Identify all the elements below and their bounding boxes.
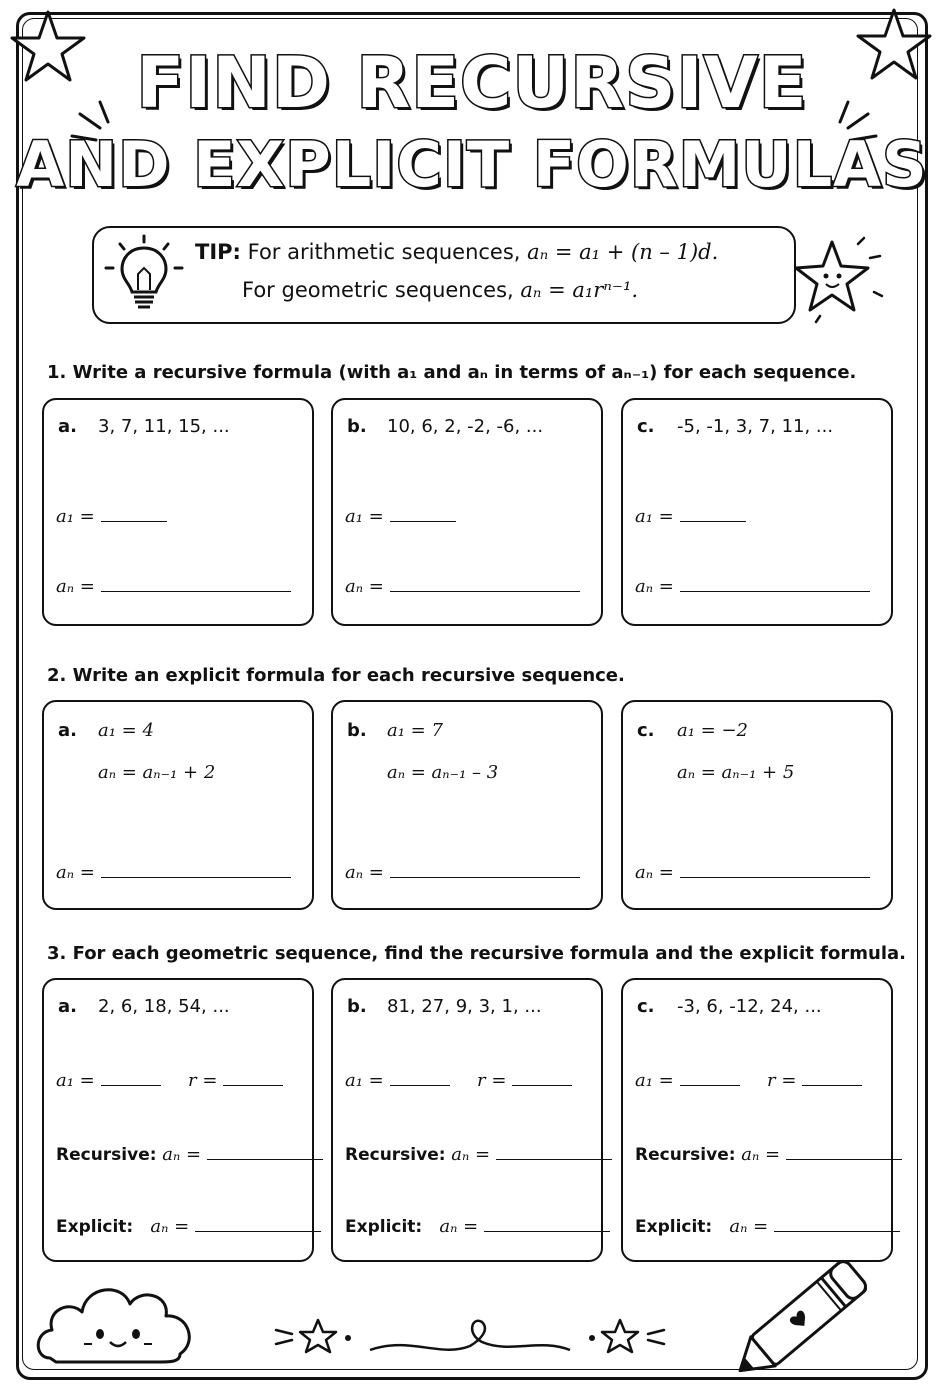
ratio-label: r = <box>477 1070 507 1091</box>
sequence-text: -3, 6, -12, 24, ... <box>677 996 822 1017</box>
first-term-row <box>345 1070 450 1091</box>
recursive-eq-label: aₙ = <box>741 1144 781 1165</box>
ratio-blank[interactable] <box>512 1084 572 1086</box>
recursive-blank[interactable] <box>207 1158 323 1160</box>
tip-geometric-text: For geometric sequences, <box>242 278 514 302</box>
page-title-line1: FIND RECURSIVE <box>136 42 808 124</box>
problem-2b-card <box>331 700 603 910</box>
general-term-label: aₙ = <box>345 576 384 597</box>
general-term-label: aₙ = <box>56 576 95 597</box>
recursive-row <box>345 576 580 597</box>
recursive-blank[interactable] <box>786 1158 902 1160</box>
explicit-row <box>635 862 870 883</box>
recursive-row <box>635 576 870 597</box>
answer-blank[interactable] <box>680 876 870 878</box>
first-term-row <box>56 506 167 527</box>
ratio-label: r = <box>188 1070 218 1091</box>
answer-label: aₙ = <box>56 862 95 883</box>
explicit-row <box>56 1216 321 1237</box>
question-2: 2. Write an explicit formula for each recursive sequence. <box>47 665 625 686</box>
first-term-row <box>345 506 456 527</box>
general-term-blank[interactable] <box>101 590 291 592</box>
first-term-blank[interactable] <box>390 520 456 522</box>
tip-label: TIP: <box>195 240 241 264</box>
explicit-eq-label: aₙ = <box>729 1216 769 1237</box>
problem-label: a. <box>58 720 77 741</box>
explicit-row <box>345 1216 610 1237</box>
recursive-eq-label: aₙ = <box>162 1144 202 1165</box>
page-title-line2: AND EXPLICIT FORMULAS <box>16 128 928 201</box>
problem-1b-card <box>331 398 603 626</box>
ratio-blank[interactable] <box>223 1084 283 1086</box>
first-term-blank[interactable] <box>101 1084 161 1086</box>
first-term-label: a₁ = <box>56 1070 95 1091</box>
problem-1c-card <box>621 398 893 626</box>
general-term-blank[interactable] <box>680 590 870 592</box>
problem-label: c. <box>637 720 655 741</box>
problem-label: b. <box>347 720 367 741</box>
cloud-icon <box>30 1262 210 1372</box>
swirl-divider-icon <box>270 1306 670 1366</box>
recursive-blank[interactable] <box>496 1158 612 1160</box>
problem-label: c. <box>637 996 655 1017</box>
first-term-row <box>635 1070 740 1091</box>
problem-3b-card <box>331 978 603 1262</box>
explicit-eq-label: aₙ = <box>150 1216 190 1237</box>
problem-label: a. <box>58 996 77 1017</box>
given-recursive-rule: aₙ = aₙ₋₁ + 2 <box>98 762 216 783</box>
first-term-row <box>56 1070 161 1091</box>
tip-geometric-formula: aₙ = a₁rⁿ⁻¹. <box>520 278 639 302</box>
recursive-row <box>635 1144 902 1165</box>
general-term-label: aₙ = <box>635 576 674 597</box>
explicit-label: Explicit: <box>56 1217 134 1237</box>
problem-3c-card <box>621 978 893 1262</box>
explicit-row <box>635 1216 900 1237</box>
sequence-text: 10, 6, 2, -2, -6, ... <box>387 416 544 437</box>
pencil-icon <box>712 1250 892 1380</box>
first-term-blank[interactable] <box>680 520 746 522</box>
given-first-term: a₁ = 4 <box>98 720 154 741</box>
given-first-term: a₁ = −2 <box>677 720 749 741</box>
tip-arithmetic-formula: aₙ = a₁ + (n – 1)d. <box>527 240 719 264</box>
problem-2c-card <box>621 700 893 910</box>
tip-line-1 <box>195 240 718 264</box>
first-term-label: a₁ = <box>56 506 95 527</box>
explicit-label: Explicit: <box>635 1217 713 1237</box>
sequence-text: 2, 6, 18, 54, ... <box>98 996 230 1017</box>
first-term-label: a₁ = <box>635 506 674 527</box>
problem-3a-card <box>42 978 314 1262</box>
ratio-row <box>188 1070 283 1091</box>
recursive-eq-label: aₙ = <box>451 1144 491 1165</box>
first-term-label: a₁ = <box>635 1070 674 1091</box>
given-recursive-rule: aₙ = aₙ₋₁ – 3 <box>387 762 499 783</box>
first-term-blank[interactable] <box>101 520 167 522</box>
recursive-row <box>56 576 291 597</box>
question-1: 1. Write a recursive formula (with a₁ and aₙ in terms of aₙ₋₁) for each sequence. <box>47 362 857 383</box>
recursive-label: Recursive: <box>635 1145 736 1165</box>
explicit-label: Explicit: <box>345 1217 423 1237</box>
answer-blank[interactable] <box>101 876 291 878</box>
first-term-blank[interactable] <box>390 1084 450 1086</box>
first-term-blank[interactable] <box>680 1084 740 1086</box>
given-recursive-rule: aₙ = aₙ₋₁ + 5 <box>677 762 795 783</box>
recursive-row <box>345 1144 612 1165</box>
answer-label: aₙ = <box>635 862 674 883</box>
smiling-star-icon <box>786 228 886 328</box>
ratio-row <box>477 1070 572 1091</box>
sequence-text: 3, 7, 11, 15, ... <box>98 416 230 437</box>
problem-label: b. <box>347 416 367 437</box>
explicit-row <box>345 862 580 883</box>
general-term-blank[interactable] <box>390 590 580 592</box>
question-3: 3. For each geometric sequence, find the recursive formula and the explicit formula. <box>47 943 906 964</box>
first-term-label: a₁ = <box>345 506 384 527</box>
problem-label: a. <box>58 416 77 437</box>
recursive-label: Recursive: <box>345 1145 446 1165</box>
ratio-label: r = <box>767 1070 797 1091</box>
sequence-text: 81, 27, 9, 3, 1, ... <box>387 996 542 1017</box>
problem-label: b. <box>347 996 367 1017</box>
tip-arithmetic-text: For arithmetic sequences, <box>247 240 521 264</box>
given-first-term: a₁ = 7 <box>387 720 443 741</box>
explicit-blank[interactable] <box>484 1230 610 1232</box>
explicit-eq-label: aₙ = <box>439 1216 479 1237</box>
lightbulb-icon <box>104 234 184 314</box>
answer-blank[interactable] <box>390 876 580 878</box>
tip-line-2 <box>242 278 638 302</box>
ratio-row <box>767 1070 862 1091</box>
problem-2a-card <box>42 700 314 910</box>
ratio-blank[interactable] <box>802 1084 862 1086</box>
explicit-blank[interactable] <box>774 1230 900 1232</box>
answer-label: aₙ = <box>345 862 384 883</box>
explicit-row <box>56 862 291 883</box>
first-term-label: a₁ = <box>345 1070 384 1091</box>
recursive-label: Recursive: <box>56 1145 157 1165</box>
first-term-row <box>635 506 746 527</box>
problem-1a-card <box>42 398 314 626</box>
recursive-row <box>56 1144 323 1165</box>
problem-label: c. <box>637 416 655 437</box>
sequence-text: -5, -1, 3, 7, 11, ... <box>677 416 834 437</box>
explicit-blank[interactable] <box>195 1230 321 1232</box>
